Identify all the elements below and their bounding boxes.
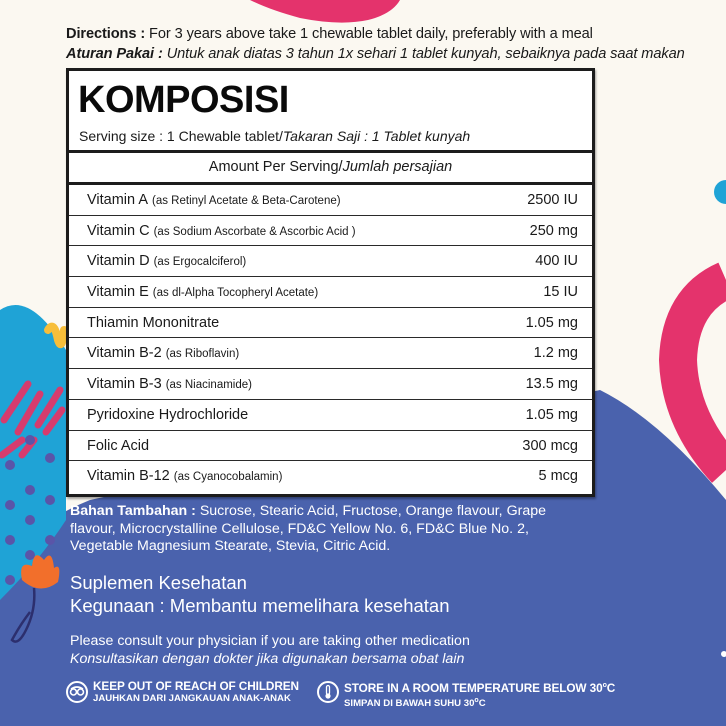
supplement-info xyxy=(70,571,450,617)
nutrient-row xyxy=(69,277,592,308)
serving-size-en: Serving size : 1 Chewable tablet/ xyxy=(79,128,283,144)
nutrient-row xyxy=(69,338,592,369)
directions-id-label: Aturan Pakai : xyxy=(66,46,163,62)
nutrient-label: Vitamin C xyxy=(87,222,150,239)
nutrient-amount: 15 IU xyxy=(543,284,578,301)
nutrient-name xyxy=(87,345,239,361)
nutrient-source: (as Sodium Ascorbate & Ascorbic Acid ) xyxy=(153,225,356,238)
additives-text: Sucrose, Stearic Acid, Fructose, Orange flavour, Grape flavour, Microcrystalline Cellulose, FD&C Yellow No. 6, FD&C Blue No. 2, Vegetable Magnesium Stearate, Stevia, Citric Acid. xyxy=(70,503,546,554)
nutrient-amount: 1.2 mg xyxy=(533,345,578,362)
nutrient-name xyxy=(87,284,318,300)
amount-per-serving-header xyxy=(69,153,592,185)
directions-en-label: Directions : xyxy=(66,26,146,42)
additives xyxy=(70,503,570,556)
nutrient-label: Vitamin E xyxy=(87,284,149,301)
nutrient-label: Vitamin B-12 xyxy=(87,468,170,485)
nutrient-name xyxy=(87,223,356,239)
nutrient-source: (as dl-Alpha Tocopheryl Acetate) xyxy=(152,287,319,300)
warning-temperature-subtitle xyxy=(344,695,615,710)
temperature-title-text: STORE IN A ROOM TEMPERATURE BELOW 30 xyxy=(344,680,603,695)
warning-children xyxy=(66,679,299,705)
nutrient-amount: 2500 IU xyxy=(527,192,578,208)
serving-size-id: Takaran Saji : 1 Tablet kunyah xyxy=(282,128,471,144)
warning-temperature xyxy=(317,679,615,710)
nutrient-row xyxy=(69,461,592,491)
nutrient-row xyxy=(69,431,592,462)
directions-en xyxy=(66,24,685,44)
nutrient-amount: 300 mcg xyxy=(522,437,578,454)
nutrient-amount: 13.5 mg xyxy=(525,376,578,393)
nutrient-row xyxy=(69,308,592,339)
amount-en: Amount Per Serving/ xyxy=(208,159,343,175)
composition-title: KOMPOSISI xyxy=(78,79,289,121)
consult-en: Please consult your physician if you are taking other medication xyxy=(70,633,470,649)
nutrient-row xyxy=(69,185,592,216)
warning-children-subtitle: JAUHKAN DARI JANGKAUAN ANAK-ANAK xyxy=(93,693,291,704)
nutrient-label: Vitamin D xyxy=(87,253,150,270)
consult-id: Konsultasikan dengan dokter jika digunakan bersama obat lain xyxy=(70,651,465,667)
temperature-subtitle-text: SIMPAN DI BAWAH SUHU 30 xyxy=(344,698,475,710)
pink-blob-top xyxy=(250,0,400,23)
nutrient-amount: 1.05 mg xyxy=(525,314,578,331)
cyan-dot xyxy=(714,180,726,204)
nutrient-row xyxy=(69,216,592,247)
nutrient-name xyxy=(87,407,252,423)
nutrient-name xyxy=(87,468,282,484)
composition-header xyxy=(69,71,592,153)
supplement-usage: Kegunaan : Membantu memelihara kesehatan xyxy=(70,595,450,616)
nutrient-source: (as Retinyl Acetate & Beta-Carotene) xyxy=(152,195,341,207)
temperature-unit: C xyxy=(606,680,616,695)
amount-id: Jumlah persajian xyxy=(342,159,453,175)
nutrient-label: Thiamin Mononitrate xyxy=(87,314,220,331)
warning-children-title: KEEP OUT OF REACH OF CHILDREN xyxy=(93,679,299,693)
nutrient-label: Folic Acid xyxy=(87,437,150,454)
additives-label: Bahan Tambahan : xyxy=(70,503,196,519)
warning-temperature-title xyxy=(344,679,615,695)
nutrient-amount: 400 IU xyxy=(535,253,578,270)
nutrient-name xyxy=(87,438,153,454)
nutrient-source: (as Riboflavin) xyxy=(165,348,240,361)
nutrient-amount: 250 mg xyxy=(529,222,578,239)
nutrient-rows xyxy=(69,185,592,491)
nutrient-label: Vitamin B-3 xyxy=(87,376,162,393)
degree-symbol: o xyxy=(474,696,479,704)
pink-ring xyxy=(678,280,726,470)
serving-size xyxy=(79,128,470,144)
nutrient-row xyxy=(69,369,592,400)
child-face-icon xyxy=(66,681,88,703)
nutrient-amount: 1.05 mg xyxy=(525,406,578,423)
directions-en-text: For 3 years above take 1 chewable tablet daily, preferably with a meal xyxy=(145,26,593,42)
consult-note xyxy=(70,632,470,668)
degree-symbol: o xyxy=(602,682,607,689)
nutrient-name xyxy=(87,315,223,331)
nutrient-name xyxy=(87,192,341,208)
nutrient-source: (as Cyanocobalamin) xyxy=(173,471,283,484)
directions-id-text: Untuk anak diatas 3 tahun 1x sehari 1 tablet kunyah, sebaiknya pada saat makan xyxy=(162,46,685,62)
temperature-subtitle-unit: C xyxy=(478,698,486,710)
nutrient-label: Pyridoxine Hydrochloride xyxy=(87,406,249,423)
composition-table xyxy=(66,68,595,497)
nutrient-row xyxy=(69,400,592,431)
supplement-type: Suplemen Kesehatan xyxy=(70,572,247,593)
nutrient-source: (as Ergocalciferol) xyxy=(153,256,247,269)
directions-id xyxy=(66,44,685,64)
thermometer-icon xyxy=(317,681,339,703)
nutrient-label: Vitamin B-2 xyxy=(87,345,162,362)
nutrient-amount: 5 mcg xyxy=(538,468,578,485)
directions xyxy=(66,24,685,64)
nutrient-name xyxy=(87,253,246,269)
nutrient-name xyxy=(87,376,252,392)
nutrient-label: Vitamin A xyxy=(87,192,148,208)
nutrient-row xyxy=(69,246,592,277)
nutrient-source: (as Niacinamide) xyxy=(165,379,252,392)
